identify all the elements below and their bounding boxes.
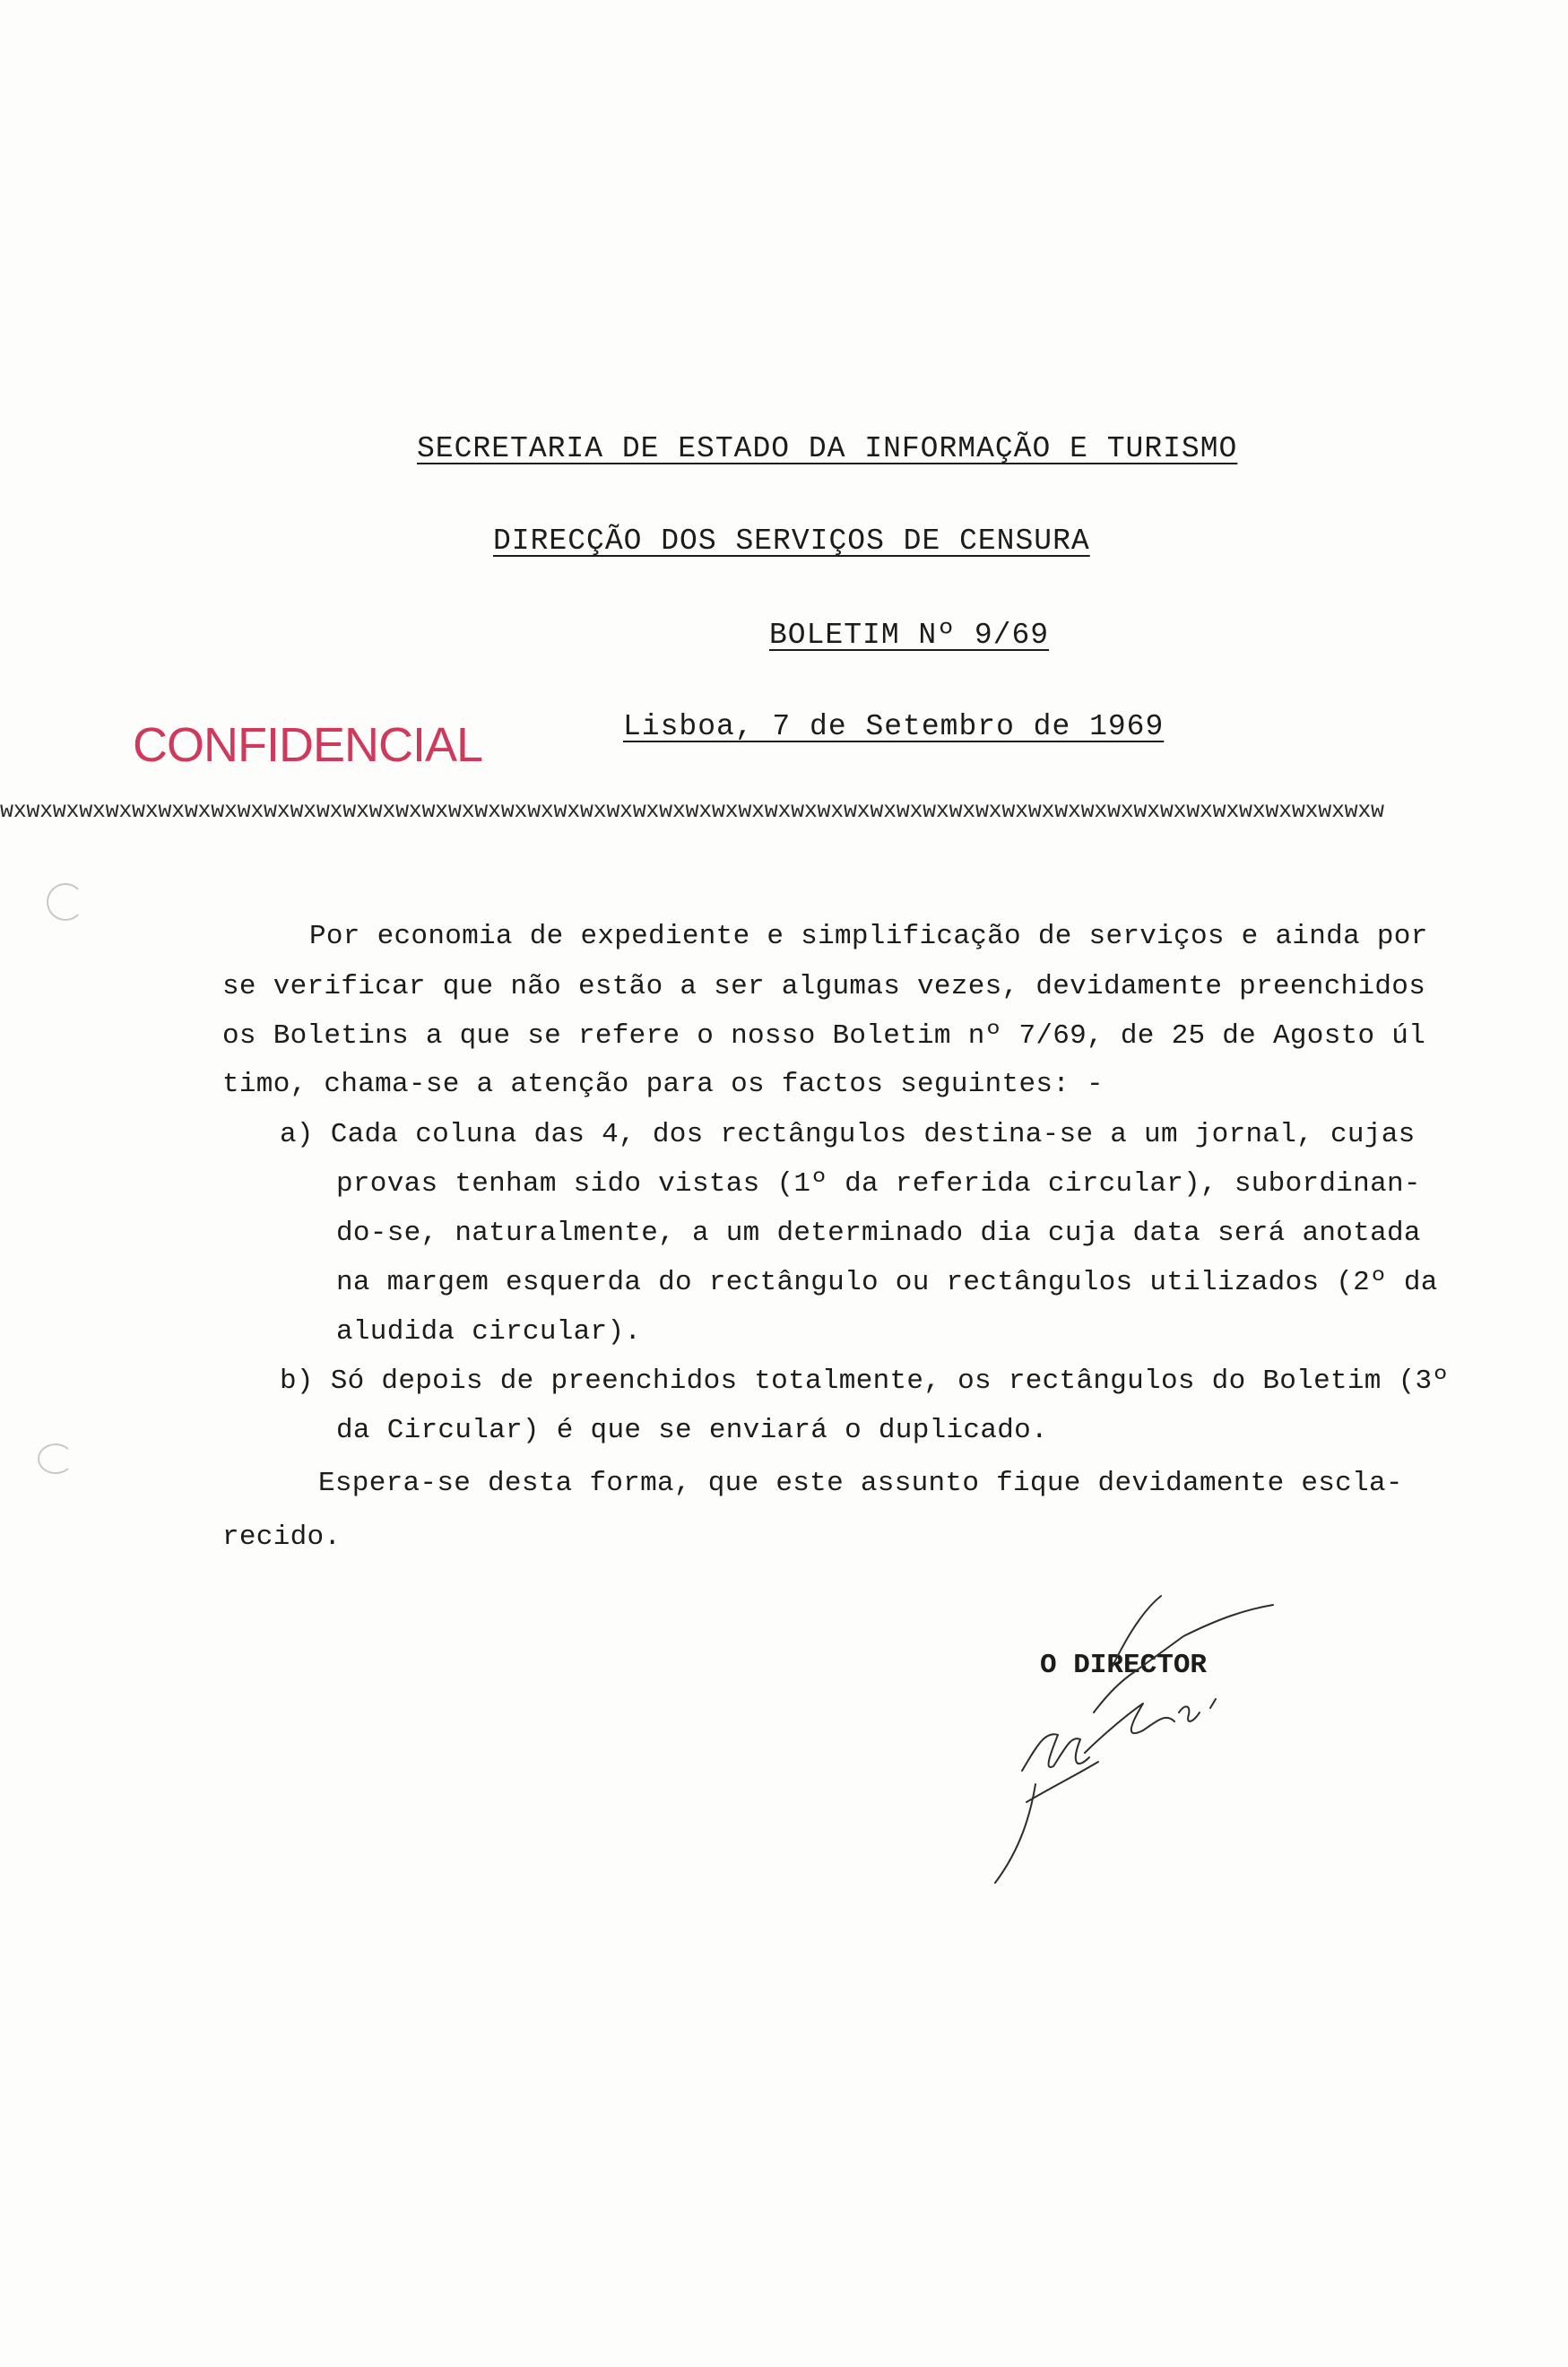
item-a-line: do-se, naturalmente, a um determinado dia cuja data será anotada [336,1218,1421,1249]
confidential-stamp: CONFIDENCIAL [133,718,483,772]
punch-hole-mark [47,883,84,921]
item-b-line: b) Só depois de preenchidos totalmente, os rectângulos do Boletim (3º [280,1366,1450,1397]
separator-line: wxwxwxwxwxwxwxwxwxwxwxwxwxwxwxwxwxwxwxwxwxwxwxwxwxwxwxwxwxwxwxwxwxwxwxwxwxwxwxwxwxwxwxwxwxwxwxwxwxwxwxwxw [0,798,1384,824]
directorate-heading: DIRECÇÃO DOS SERVIÇOS DE CENSURA [493,525,1090,558]
place-date: Lisboa, 7 de Setembro de 1969 [623,710,1165,743]
item-a-line: provas tenham sido vistas (1º da referida circular), subordinan- [336,1168,1421,1200]
closing-line: recido. [222,1522,342,1553]
ministry-heading: SECRETARIA DE ESTADO DA INFORMAÇÃO E TURISMO [417,432,1238,465]
handwritten-signature [950,1578,1309,1901]
item-b-line: da Circular) é que se enviará o duplicado. [336,1415,1048,1446]
director-title: O DIRECTOR [1040,1650,1208,1681]
item-a-line: na margem esquerda do rectângulo ou rectângulos utilizados (2º da [336,1267,1438,1298]
body-line: se verificar que não estão a ser algumas vezes, devidamente preenchidos [222,971,1426,1002]
body-line: timo, chama-se a atenção para os factos seguintes: - [222,1069,1104,1100]
closing-line: Espera-se desta forma, que este assunto fique devidamente escla- [318,1468,1403,1499]
item-a-line: aludida circular). [336,1316,642,1348]
item-a-line: a) Cada coluna das 4, dos rectângulos destina-se a um jornal, cujas [280,1119,1416,1150]
body-line: Por economia de expediente e simplificação de serviços e ainda por [309,921,1428,952]
body-line: os Boletins a que se refere o nosso Boletim nº 7/69, de 25 de Agosto úl [222,1020,1426,1052]
punch-hole-mark [38,1444,74,1474]
signature-block [950,1578,1309,1901]
bulletin-number: BOLETIM Nº 9/69 [769,619,1050,652]
